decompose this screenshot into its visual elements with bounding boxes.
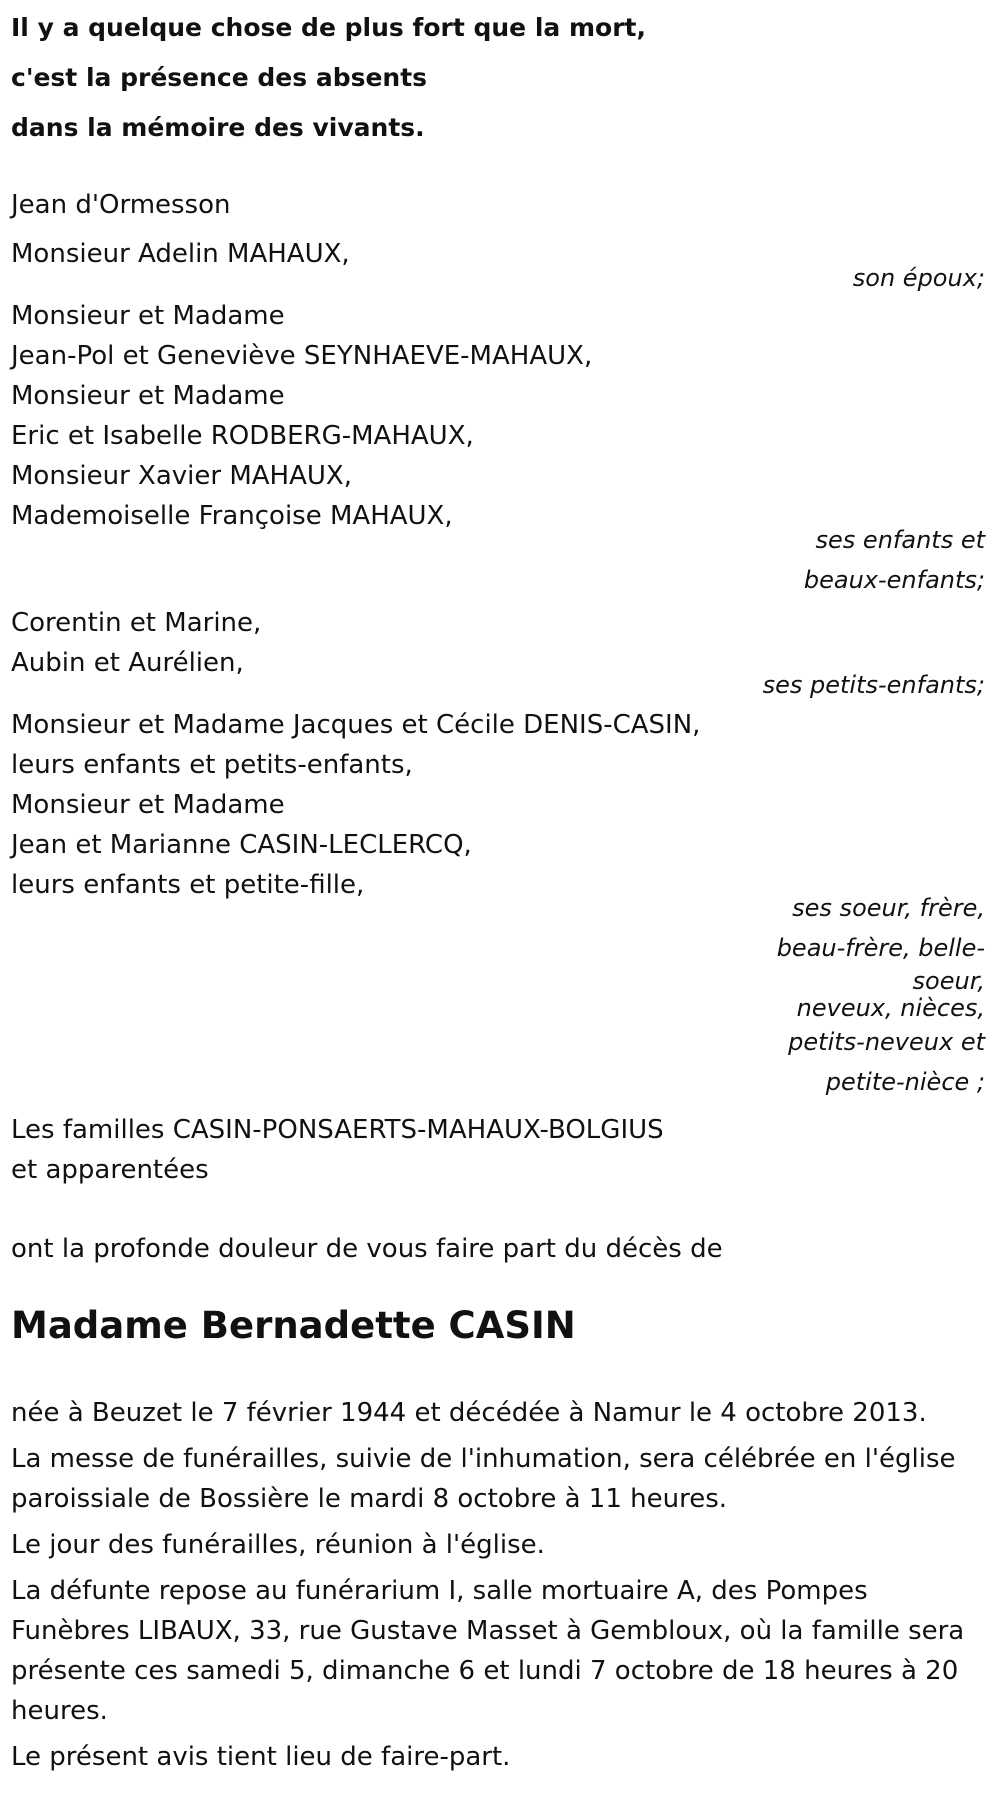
grandchildren-line: Corentin et Marine, xyxy=(11,608,262,638)
children-relation-line: beaux-enfants; xyxy=(803,566,985,594)
children-line: Eric et Isabelle RODBERG-MAHAUX, xyxy=(11,421,474,451)
siblings-relation-line: ses soeur, frère, xyxy=(792,894,985,922)
siblings-relation xyxy=(0,888,985,1102)
children-line: Mademoiselle Françoise MAHAUX, xyxy=(11,501,453,531)
spouse-relation: son époux; xyxy=(852,264,985,292)
siblings-line: Monsieur et Madame xyxy=(11,790,285,820)
siblings-relation-line: petits-neveux et xyxy=(788,1028,985,1056)
detail-funerarium: La défunte repose au funérarium I, salle mortuaire A, des Pompes Funèbres LIBAUX, 33, rue Gustave Masset à Gembloux, où la famille sera présente ces samedi 5, dimanche 6 et lundi 7 octobre de 18 heures à 20 heures. xyxy=(11,1576,965,1726)
spouse-name: Monsieur Adelin MAHAUX, xyxy=(11,239,350,269)
details-block xyxy=(11,1393,986,1777)
families-line: et apparentées xyxy=(11,1155,209,1185)
deceased-name: Madame Bernadette CASIN xyxy=(11,1304,576,1347)
detail-meeting: Le jour des funérailles, réunion à l'église. xyxy=(11,1530,545,1560)
families-line: Les familles CASIN-PONSAERTS-MAHAUX-BOLGIUS xyxy=(11,1115,664,1145)
children-line: Monsieur et Madame xyxy=(11,381,285,411)
announcement-text: ont la profonde douleur de vous faire part du décès de xyxy=(11,1234,723,1264)
families-block xyxy=(11,1110,664,1190)
siblings-line: Monsieur et Madame Jacques et Cécile DENIS-CASIN, xyxy=(11,710,701,740)
siblings-relation-line: neveux, nièces, xyxy=(796,994,985,1022)
siblings-relation-line: beau-frère, belle- xyxy=(776,934,985,962)
children-block xyxy=(11,296,592,536)
grandchildren-line: Aubin et Aurélien, xyxy=(11,648,244,678)
children-relation xyxy=(0,520,985,600)
quote-line-2: c'est la présence des absents xyxy=(11,63,428,92)
detail-notice: Le présent avis tient lieu de faire-part. xyxy=(11,1742,511,1772)
quote-block xyxy=(11,3,646,153)
detail-funeral-mass: La messe de funérailles, suivie de l'inhumation, sera célébrée en l'église paroissiale de Bossière le mardi 8 octobre à 11 heures. xyxy=(11,1444,956,1514)
siblings-line: Jean et Marianne CASIN-LECLERCQ, xyxy=(11,830,472,860)
children-line: Monsieur Xavier MAHAUX, xyxy=(11,461,352,491)
children-line: Jean-Pol et Geneviève SEYNHAEVE-MAHAUX, xyxy=(11,341,593,371)
siblings-block xyxy=(11,705,700,905)
siblings-relation-line: soeur, xyxy=(912,967,985,995)
siblings-line: leurs enfants et petite-fille, xyxy=(11,870,365,900)
children-line: Monsieur et Madame xyxy=(11,301,285,331)
children-relation-line: ses enfants et xyxy=(815,526,985,554)
detail-birth-death: née à Beuzet le 7 février 1944 et décédée à Namur le 4 octobre 2013. xyxy=(11,1398,927,1428)
quote-author: Jean d'Ormesson xyxy=(11,190,231,220)
quote-line-3: dans la mémoire des vivants. xyxy=(11,113,425,142)
siblings-line: leurs enfants et petits-enfants, xyxy=(11,750,413,780)
quote-line-1: Il y a quelque chose de plus fort que la mort, xyxy=(11,13,646,42)
grandchildren-relation: ses petits-enfants; xyxy=(762,671,985,699)
siblings-relation-line: petite-nièce ; xyxy=(825,1068,985,1096)
